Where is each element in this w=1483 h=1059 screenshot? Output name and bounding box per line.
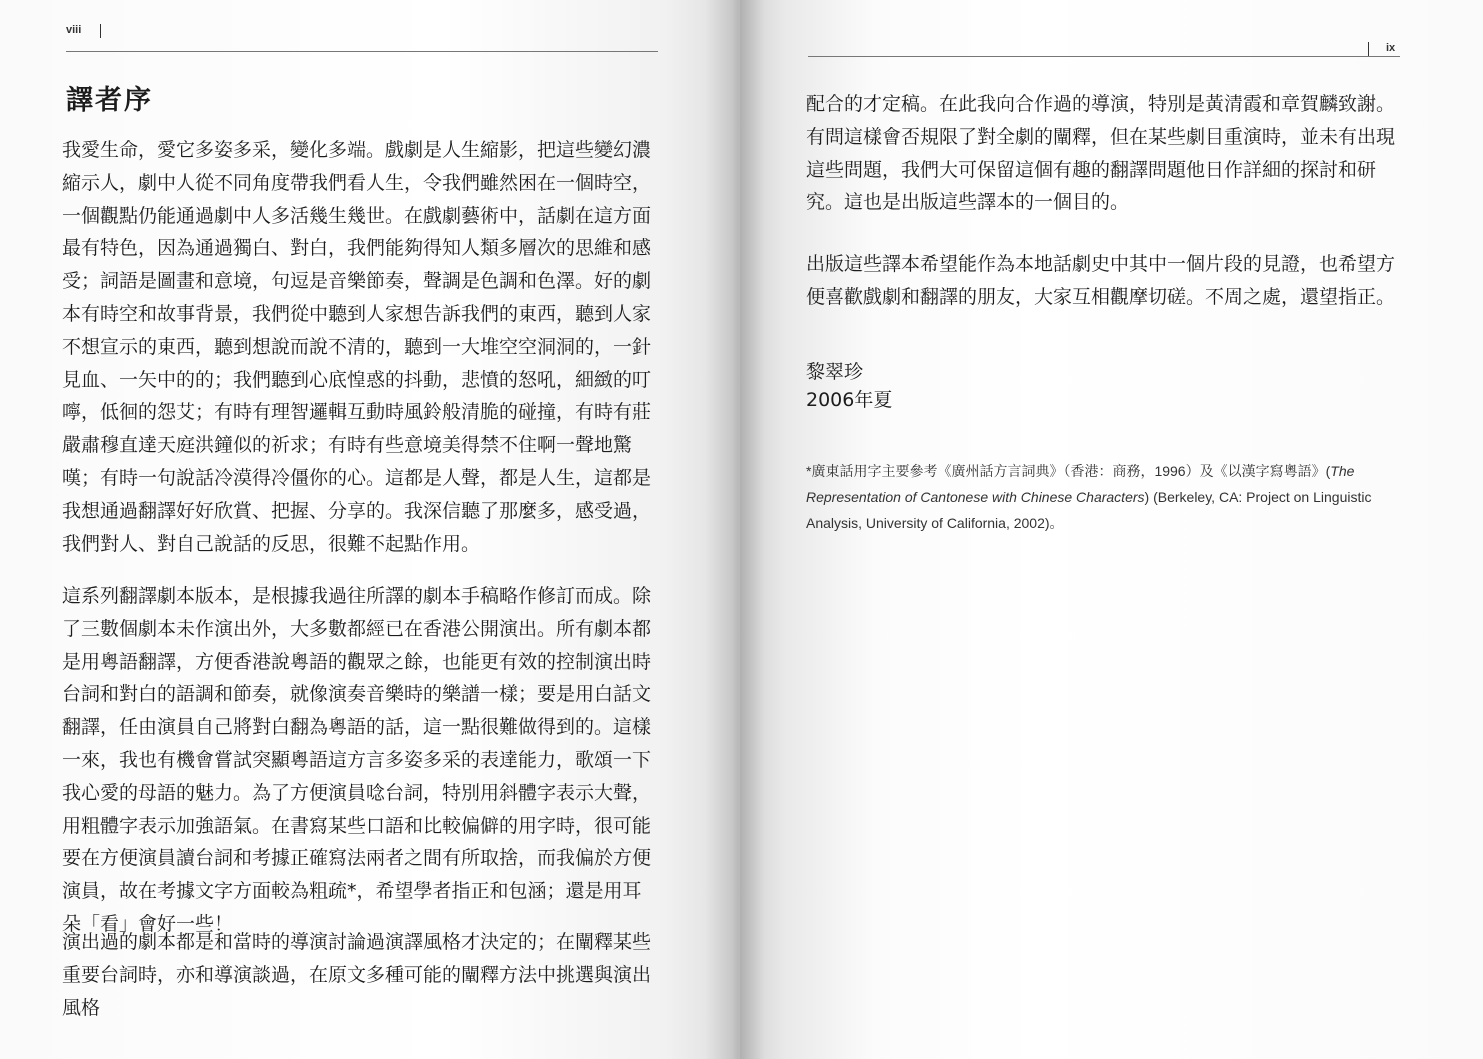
signature-date: 2006年夏 — [806, 389, 893, 411]
left-header-tick — [100, 24, 101, 38]
right-header-rule — [808, 56, 1400, 57]
right-page-number: ix — [1386, 42, 1396, 54]
footnote-text-start: *廣東話用字主要參考《廣州話方言詞典》（香港：商務，1996）及《以漢字寫粵語》( — [806, 463, 1331, 479]
footnote-book-title: The Representation of Cantonese with Chinese Characters — [806, 463, 1355, 505]
left-header-rule — [66, 51, 658, 52]
right-paragraph-2 — [806, 248, 1398, 314]
page-title: 譯者序 — [66, 85, 153, 116]
footnote-text-end: ) (Berkeley, CA: Project on Linguistic Analysis, University of California, 2002)。 — [806, 489, 1372, 531]
left-page-number: viii — [66, 24, 82, 36]
paragraph-text: 演出過的劇本都是和當時的導演討論過演譯風格才決定的；在闡釋某些重要台詞時，亦和導演談過，在原文多種可能的闡釋方法中挑選與演出風格 — [62, 931, 652, 1019]
paragraph-text: 我愛生命，愛它多姿多采，變化多端。戲劇是人生縮影，把這些變幻濃縮示人，劇中人從不同角度帶我們看人生，令我們雖然困在一個時空，一個觀點仍能通過劇中人多活幾生幾世。在戲劇藝術中，話劇在這方面最有特色，因為通過獨白、對白，我們能夠得知人類多層次的思維和感受；詞語是圖畫和意境，句逗是音樂節奏，聲調是色調和色澤。好的劇本有時空和故事背景，我們從中聽到人家想告訴我們的東西，聽到人家不想宣示的東西，聽到想說而說不清的，聽到一大堆空空洞洞的，一針見血、一矢中的的；我們聽到心底惶惑的抖動，悲憤的怒吼，細緻的叮嚀，低徊的怨艾；有時有理智邏輯互動時風鈴般清脆的碰撞，有時有莊嚴肅穆直達天庭洪鐘似的祈求；有時有些意境美得禁不住啊一聲地驚嘆；有時一句說話冷漠得冷僵你的心。這都是人聲，都是人生，這都是我想通過翻譯好好欣賞、把握、分享的。我深信聽了那麼多，感受過，我們對人、對自己說話的反思，很難不起點作用。 — [62, 139, 652, 555]
right-header-tick — [1368, 42, 1369, 56]
left-paragraph-2 — [62, 580, 654, 941]
signature-name: 黎翠珍 — [806, 361, 864, 383]
book-gutter-shadow — [705, 0, 765, 1059]
footnote — [806, 458, 1398, 536]
left-paragraph-1 — [62, 134, 654, 560]
paragraph-text: 出版這些譯本希望能作為本地話劇史中其中一個片段的見證，也希望方便喜歡戲劇和翻譯的朋友，大家互相觀摩切磋。不周之處，還望指正。 — [806, 253, 1396, 308]
paragraph-text: 這系列翻譯劇本版本，是根據我過往所譯的劇本手稿略作修訂而成。除了三數個劇本未作演出外，大多數都經已在香港公開演出。所有劇本都是用粵語翻譯，方便香港說粵語的觀眾之餘，也能更有效的控制演出時台詞和對白的語調和節奏，就像演奏音樂時的樂譜一樣；要是用白話文翻譯，任由演員自己將對白翻為粵語的話，這一點很難做得到的。這樣一來，我也有機會嘗試突顯粵語這方言多姿多采的表達能力，歌頌一下我心愛的母語的魅力。為了方便演員唸台詞，特別用斜體字表示大聲，用粗體字表示加強語氣。在書寫某些口語和比較偏僻的用字時，很可能要在方便演員讀台詞和考據正確寫法兩者之間有所取捨，而我偏於方便演員，故在考據文字方面較為粗疏*，希望學者指正和包涵；還是用耳朵「看」會好一些！ — [62, 585, 652, 935]
right-paragraph-1 — [806, 88, 1398, 219]
left-paragraph-3 — [62, 926, 654, 1024]
paragraph-text: 配合的才定稿。在此我向合作過的導演，特別是黃清霞和章賀麟致謝。有問這樣會否規限了對全劇的闡釋，但在某些劇目重演時，並未有出現這些問題，我們大可保留這個有趣的翻譯問題他日作詳細的探討和研究。這也是出版這些譯本的一個目的。 — [806, 93, 1396, 214]
